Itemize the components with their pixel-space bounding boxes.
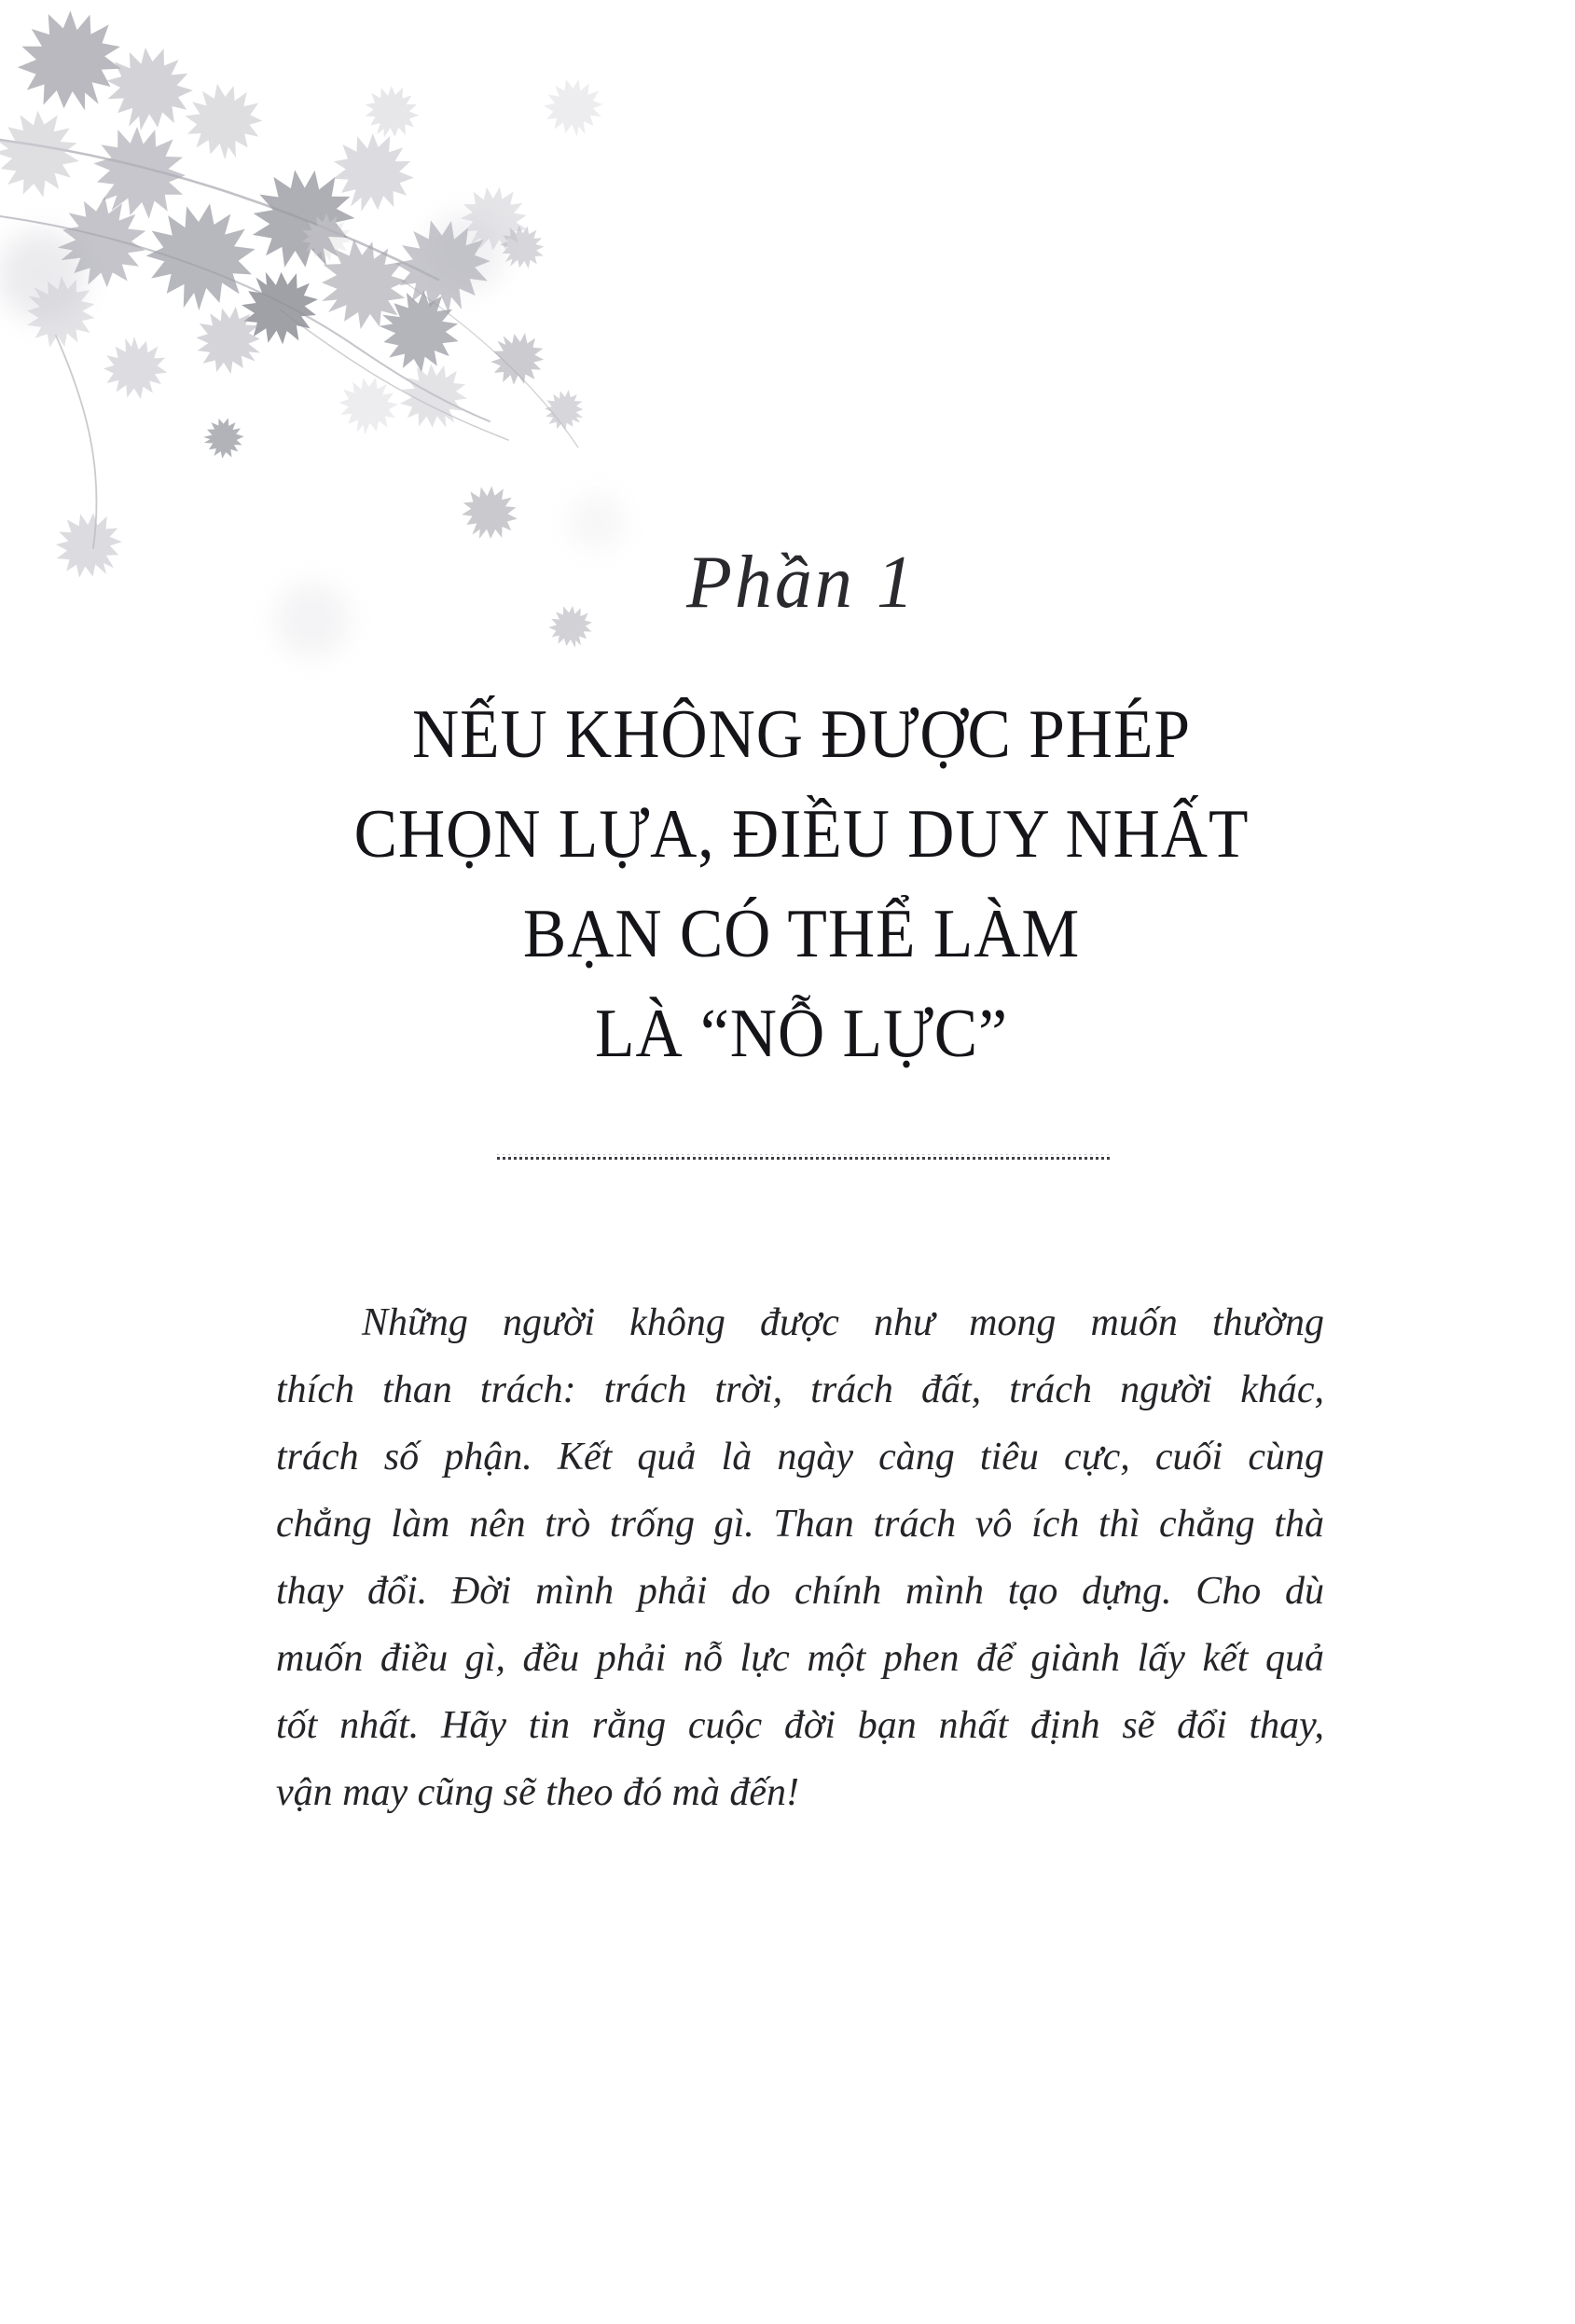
body-paragraph <box>276 1289 1324 1826</box>
chapter-title-line-2: CHỌN LỰA, ĐIỀU DUY NHẤT <box>353 796 1250 873</box>
paragraph-line: vận may cũng sẽ theo đó mà đến! <box>276 1771 800 1814</box>
paragraph-line: thay đổi. Đời mình phải do chính mình tạo dựng. Cho dù <box>276 1570 1324 1613</box>
chapter-title-line-4: LÀ “NỖ LỰC” <box>595 996 1008 1072</box>
paragraph-line: muốn điều gì, đều phải nỗ lực một phen để giành lấy kết quả <box>276 1637 1324 1680</box>
chapter-title-line-1: NẾU KHÔNG ĐƯỢC PHÉP <box>411 696 1192 773</box>
part-label: Phần 1 <box>686 542 917 624</box>
paragraph-line: Những người không được như mong muốn thường <box>362 1301 1324 1344</box>
maple-leaf-cluster <box>0 0 541 593</box>
paragraph-line: chẳng làm nên trò trống gì. Than trách vô ích thì chẳng thà <box>276 1503 1324 1546</box>
paragraph-line: trách số phận. Kết quả là ngày càng tiêu cực, cuối cùng <box>276 1436 1324 1478</box>
paragraph-line: thích than trách: trách trời, trách đất, trách người khác, <box>276 1368 1324 1411</box>
dotted-divider <box>497 1154 1112 1160</box>
chapter-title <box>75 685 1528 1084</box>
chapter-title-line-3: BẠN CÓ THỂ LÀM <box>522 896 1081 972</box>
paragraph-line: tốt nhất. Hãy tin rằng cuộc đời bạn nhất định sẽ đổi thay, <box>276 1704 1324 1747</box>
